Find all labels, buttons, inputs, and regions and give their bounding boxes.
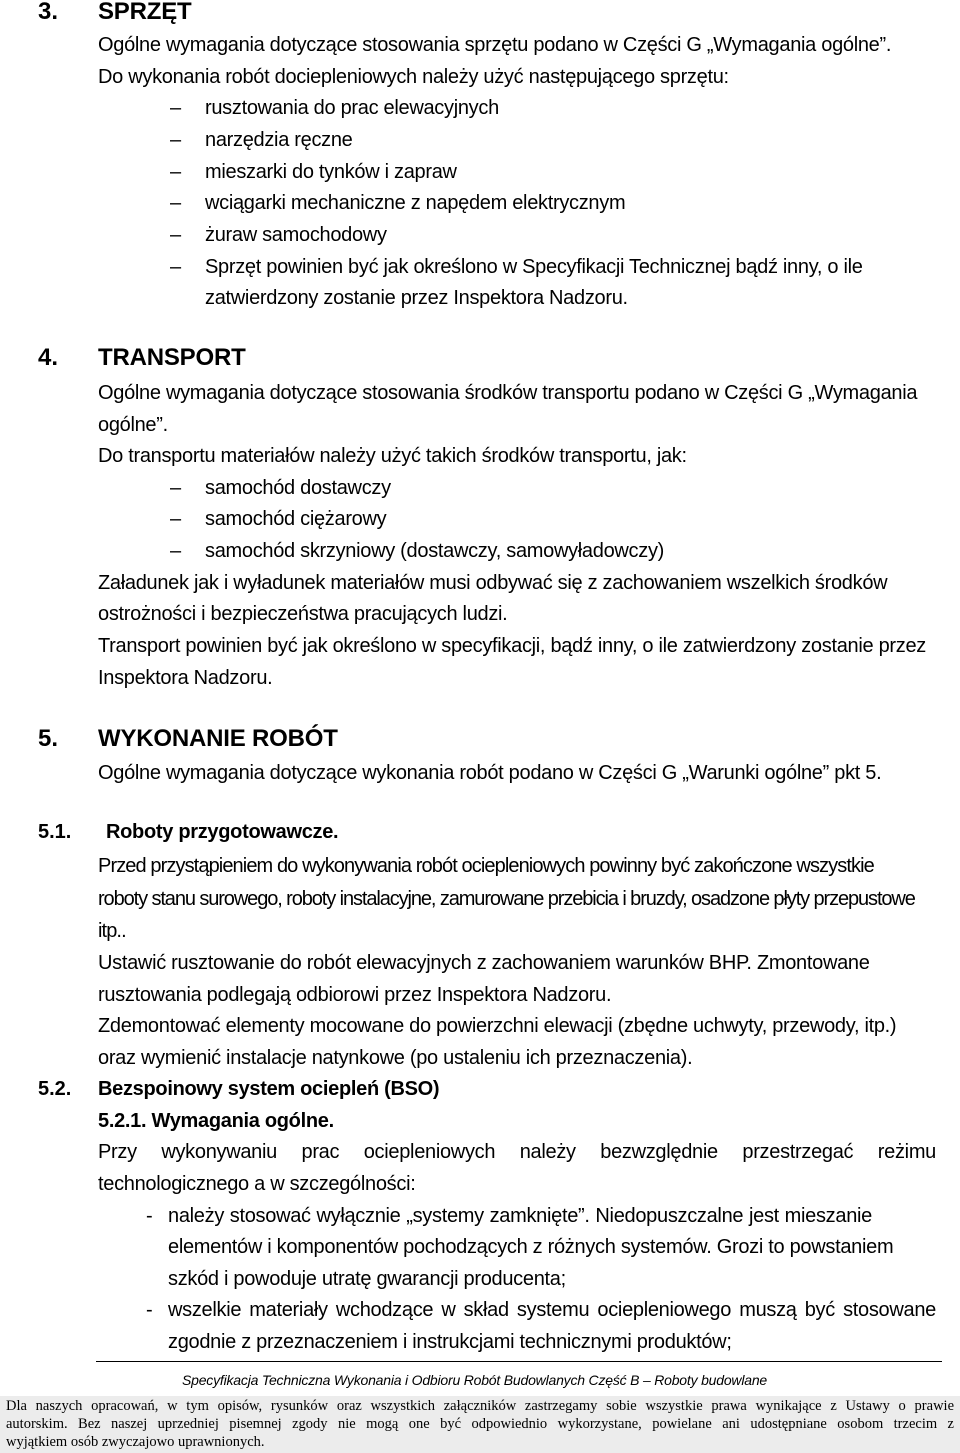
section-5-intro: Ogólne wymagania dotyczące wykonania robót podano w Części G „Warunki ogólne” pkt 5.	[98, 762, 882, 784]
list-item-continuation: zatwierdzony zostanie przez Inspektora Nadzoru.	[205, 287, 628, 309]
paragraph-line: itp..	[98, 920, 126, 942]
section-5-2-title: Bezspoinowy system ociepleń (BSO)	[98, 1078, 440, 1100]
notice-line: wyjątkiem osób zwyczajowo uprawnionych.	[6, 1434, 265, 1450]
bullet-mark: -	[146, 1299, 153, 1321]
list-item: wciągarki mechaniczne z napędem elektrycznym	[205, 192, 626, 214]
list-item: Sprzęt powinien być jak określono w Specyfikacji Technicznej bądź inny, o ile	[205, 256, 863, 278]
section-5-2-number: 5.2.	[38, 1078, 72, 1100]
paragraph-line: roboty stanu surowego, roboty instalacyjne, zamurowane przebicia i bruzdy, osadzone płyty przepustowe	[98, 888, 915, 910]
paragraph-line: Zdemontować elementy mocowane do powierzchni elewacji (zbędne uchwyty, przewody, itp.)	[98, 1015, 897, 1037]
paragraph-line: oraz wymienić instalacje natynkowe (po ustaleniu ich przeznaczenia).	[98, 1047, 693, 1069]
list-item: rusztowania do prac elewacyjnych	[205, 97, 499, 119]
bullet-line: elementów i komponentów pochodzących z różnych systemów. Grozi to powstaniem	[168, 1236, 894, 1258]
section-3-intro: Ogólne wymagania dotyczące stosowania sprzętu podano w Części G „Wymagania ogólne”.	[98, 34, 892, 56]
paragraph-line: Inspektora Nadzoru.	[98, 667, 273, 689]
bullet-line: wszelkie materiały wchodzące w skład systemu ociepleniowego muszą być stosowane	[168, 1299, 936, 1321]
section-5-2-1-title: 5.2.1. Wymagania ogólne.	[98, 1110, 334, 1132]
paragraph-line: Transport powinien być jak określono w specyfikacji, bądź inny, o ile zatwierdzony zostanie przez	[98, 635, 926, 657]
list-item: narzędzia ręczne	[205, 129, 353, 151]
paragraph-line: ostrożności i bezpieczeństwa pracujących ludzi.	[98, 603, 508, 625]
section-4-intro: Ogólne wymagania dotyczące stosowania środków transportu podano w Części G „Wymagania	[98, 382, 918, 404]
section-3-equipment-lead: Do wykonania robót dociepleniowych należy użyć następującego sprzętu:	[98, 66, 729, 88]
section-3-number: 3.	[38, 0, 59, 25]
notice-line: Dla naszych opracowań, w tym opisów, rysunków oraz wszystkich załączników zastrzegamy sobie wszystkie prawa wynikające z Ustawy o prawie	[6, 1398, 954, 1414]
section-4-number: 4.	[38, 344, 59, 371]
paragraph-line: technologicznego a w szczególności:	[98, 1173, 416, 1195]
paragraph-line: rusztowania podlegają odbiorowi przez Inspektora Nadzoru.	[98, 984, 612, 1006]
section-5-1-number: 5.1.	[38, 821, 72, 843]
list-item: samochód ciężarowy	[205, 508, 387, 530]
list-item: mieszarki do tynków i zapraw	[205, 161, 457, 183]
list-dash: –	[170, 192, 182, 214]
bullet-line: należy stosować wyłącznie „systemy zamknięte”. Niedopuszczalne jest mieszanie	[168, 1205, 872, 1227]
list-dash: –	[170, 256, 182, 278]
section-5-title: WYKONANIE ROBÓT	[98, 725, 338, 752]
list-dash: –	[170, 540, 182, 562]
list-dash: –	[170, 508, 182, 530]
bullet-line: zgodnie z przeznaczeniem i instrukcjami technicznymi produktów;	[168, 1331, 732, 1353]
section-3-title: SPRZĘT	[98, 0, 192, 25]
section-5-number: 5.	[38, 725, 59, 752]
bullet-line: szkód i powoduje utratę gwarancji producenta;	[168, 1268, 566, 1290]
paragraph-line: Ustawić rusztowanie do robót elewacyjnych z zachowaniem warunków BHP. Zmontowane	[98, 952, 870, 974]
list-dash: –	[170, 97, 182, 119]
list-item: samochód skrzyniowy (dostawczy, samowyładowczy)	[205, 540, 665, 562]
paragraph-line: Załadunek jak i wyładunek materiałów musi odbywać się z zachowaniem wszelkich środków	[98, 572, 888, 594]
footer-divider	[96, 1361, 942, 1362]
notice-line: autorskim. Bez naszej uprzedniej pisemnej zgody nie mogą one być odpowiednio wykorzystane, powielane ani udostępniane osobom trzecim z	[6, 1416, 954, 1432]
paragraph-line: Przed przystąpieniem do wykonywania robót ociepleniowych powinny być zakończone wszystkie	[98, 855, 874, 877]
footer-title: Specyfikacja Techniczna Wykonania i Odbioru Robót Budowlanych Część B – Roboty budowlane	[182, 1372, 767, 1388]
list-dash: –	[170, 224, 182, 246]
paragraph-line: Przy wykonywaniu prac ociepleniowych należy bezwzględnie przestrzegać reżimu	[98, 1141, 936, 1163]
list-item: żuraw samochodowy	[205, 224, 387, 246]
copyright-notice	[0, 1396, 960, 1453]
section-4-transport-lead: Do transportu materiałów należy użyć takich środków transportu, jak:	[98, 445, 687, 467]
bullet-mark: -	[146, 1205, 153, 1227]
section-5-1-title: Roboty przygotowawcze.	[106, 821, 339, 843]
section-4-title: TRANSPORT	[98, 344, 246, 371]
section-4-intro-continuation: ogólne”.	[98, 414, 168, 436]
list-item: samochód dostawczy	[205, 477, 391, 499]
list-dash: –	[170, 129, 182, 151]
list-dash: –	[170, 161, 182, 183]
list-dash: –	[170, 477, 182, 499]
